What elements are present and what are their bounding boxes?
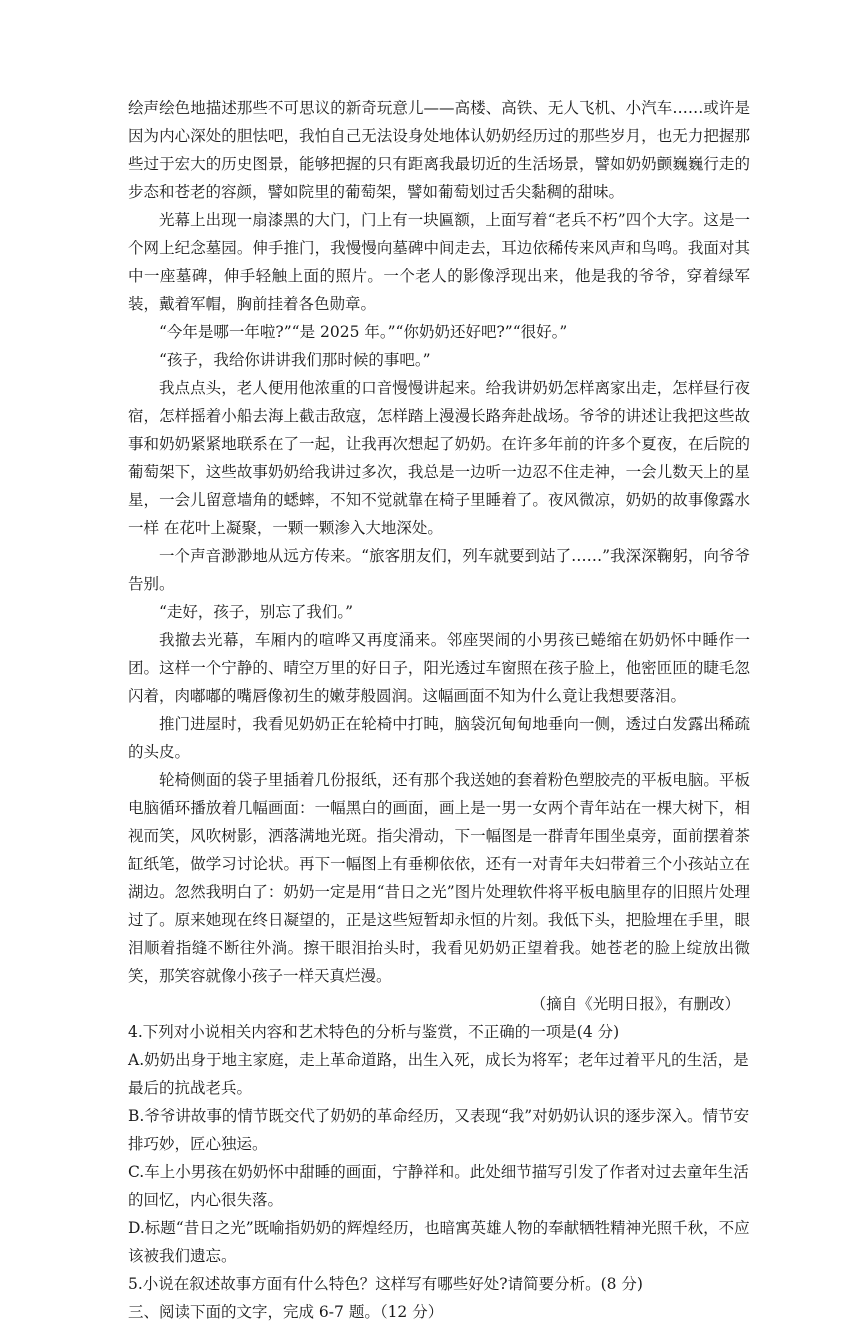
- option-b: B.爷爷讲故事的情节既交代了奶奶的革命经历，又表现“我”对奶奶认识的逐步深入。情节安排巧妙，匠心独运。: [128, 1107, 750, 1153]
- question-5: 5.小说在叙述故事方面有什么特色？这样写有哪些好处?请简要分析。(8 分): [128, 1275, 643, 1293]
- section-3-heading: 三、阅读下面的文字，完成 6-7 题。（12 分）: [128, 1303, 444, 1321]
- story-paragraph-2: 光幕上出现一扇漆黑的大门，门上有一块匾额，上面写着“老兵不朽”四个大字。这是一个网上纪念墓园。伸手推门，我慢慢向墓碑中间走去，耳边依稀传来风声和鸟鸣。我面对其中一座墓碑，伸手轻触上面的照片。一个老人的影像浮现出来，他是我的爷爷，穿着绿军装，戴着军帽，胸前挂着各色勋章。: [128, 211, 750, 313]
- story-paragraph-6: 推门进屋时，我看见奶奶正在轮椅中打盹，脑袋沉甸甸地垂向一侧，透过白发露出稀疏的头皮。: [128, 715, 750, 761]
- question-4: 4.下列对小说相关内容和艺术特色的分析与鉴赏，不正确的一项是(4 分): [128, 1023, 620, 1041]
- dialogue-line-2: “孩子，我给你讲讲我们那时候的事吧。”: [159, 351, 431, 369]
- story-paragraph-4: 一个声音渺渺地从远方传来。“旅客朋友们，列车就要到站了……”我深深鞠躬，向爷爷告别。: [128, 547, 750, 593]
- story-paragraph-5: 我撤去光幕，车厢内的喧哗又再度涌来。邻座哭闹的小男孩已蜷缩在奶奶怀中睡作一团。这样一个宁静的、晴空万里的好日子，阳光透过车窗照在孩子脸上，他密匝匝的睫毛忽闪着，肉嘟嘟的嘴唇像初生的嫩芽般圆润。这幅画面不知为什么竟让我想要落泪。: [128, 631, 750, 705]
- dialogue-line-3: “走好，孩子，别忘了我们。”: [159, 603, 354, 621]
- option-d: D.标题“昔日之光”既喻指奶奶的辉煌经历，也暗寓英雄人物的奉献牺牲精神光照千秋，不应该被我们遗忘。: [128, 1219, 750, 1265]
- story-paragraph-1: 绘声绘色地描述那些不可思议的新奇玩意儿——高楼、高铁、无人飞机、小汽车……或许是因为内心深处的胆怯吧，我怕自己无法设身处地体认奶奶经历过的那些岁月，也无力把握那些过于宏大的历史图景，能够把握的只有距离我最切近的生活场景，譬如奶奶颤巍巍行走的步态和苍老的容颜，譬如院里的葡萄架，譬如葡萄划过舌尖黏稠的甜味。: [128, 99, 750, 201]
- story-paragraph-7: 轮椅侧面的袋子里插着几份报纸，还有那个我送她的套着粉色塑胶壳的平板电脑。平板电脑循环播放着几幅画面：一幅黑白的画面，画上是一男一女两个青年站在一棵大树下，相视而笑，风吹树影，洒落满地光斑。指尖滑动，下一幅图是一群青年围坐桌旁，面前摆着茶缸纸笔，做学习讨论状。再下一幅图上有垂柳依依，还有一对青年夫妇带着三个小孩站立在湖边。忽然我明白了：奶奶一定是用“昔日之光”图片处理软件将平板电脑里存的旧照片处理过了。原来她现在终日凝望的，正是这些短暂却永恒的片刻。我低下头，把脸埋在手里，眼泪顺着指缝不断往外淌。擦干眼泪抬头时，我看见奶奶正望着我。她苍老的脸上绽放出微笑，那笑容就像小孩子一样天真烂漫。: [128, 771, 750, 985]
- exam-page: [128, 94, 750, 1326]
- story-paragraph-3: 我点点头，老人便用他浓重的口音慢慢讲起来。给我讲奶奶怎样离家出走，怎样昼行夜宿，怎样摇着小船去海上截击敌寇，怎样踏上漫漫长路奔赴战场。爷爷的讲述让我把这些故事和奶奶紧紧地联系在了一起，让我再次想起了奶奶。在许多年前的许多个夏夜，在后院的葡萄架下，这些故事奶奶给我讲过多次，我总是一边听一边忍不住走神，一会儿数天上的星星，一会儿留意墙角的蟋蟀，不知不觉就靠在椅子里睡着了。夜风微凉，奶奶的故事像露水一样 在花叶上凝聚，一颗一颗渗入大地深处。: [128, 379, 750, 537]
- source-citation: （摘自《光明日报》，有删改）: [530, 995, 740, 1013]
- option-c: C.车上小男孩在奶奶怀中甜睡的画面，宁静祥和。此处细节描写引发了作者对过去童年生活的回忆，内心很失落。: [128, 1163, 749, 1209]
- dialogue-line-1: “今年是哪一年啦?”“是 2025 年。”“你奶奶还好吧?”“很好。”: [159, 323, 568, 341]
- option-a: A.奶奶出身于地主家庭，走上革命道路，出生入死，成长为将军；老年过着平凡的生活，是最后的抗战老兵。: [128, 1051, 749, 1097]
